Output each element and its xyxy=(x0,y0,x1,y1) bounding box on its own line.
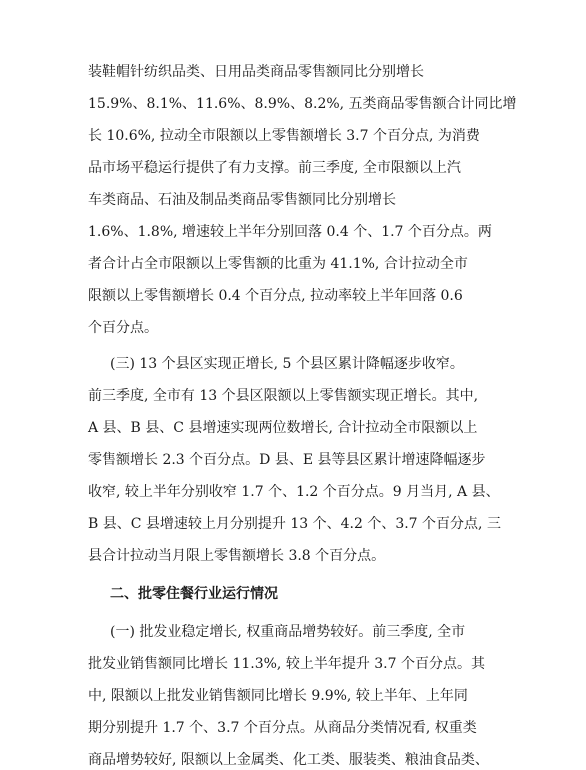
paragraph-line: 县合计拉动当月限上零售额增长 3.8 个百分点。 xyxy=(88,548,386,564)
paragraph-line: A 县、B 县、C 县增速实现两位数增长, 合计拉动全市限额以上 xyxy=(88,420,478,436)
paragraph-line: 批发业销售额同比增长 11.3%, 较上半年提升 3.7 个百分点。其 xyxy=(88,656,485,672)
body-text xyxy=(88,62,517,768)
paragraph-line: 品市场平稳运行提供了有力支撑。前三季度, 全市限额以上汽 xyxy=(88,160,461,176)
paragraph-line: 1.6%、1.8%, 增速较上半年分别回落 0.4 个、1.7 个百分点。两 xyxy=(88,224,492,240)
paragraph-line: 车类商品、石油及制品类商品零售额同比分别增长 xyxy=(88,192,396,208)
paragraph-line: 个百分点。 xyxy=(88,320,158,336)
section-paragraph-start: (一) 批发业稳定增长, 权重商品增势较好。前三季度, 全市 xyxy=(110,624,466,640)
section-paragraph-start: (三) 13 个县区实现正增长, 5 个县区累计降幅逐步收窄。 xyxy=(110,356,464,372)
paragraph-line: 商品增势较好, 限额以上金属类、化工类、服装类、粮油食品类、 xyxy=(88,752,489,768)
paragraph-line: 15.9%、8.1%、11.6%、8.9%、8.2%, 五类商品零售额合计同比增 xyxy=(88,96,517,112)
paragraph-line: 者合计占全市限额以上零售额的比重为 41.1%, 合计拉动全市 xyxy=(88,256,468,272)
paragraph-line: 装鞋帽针纺织品类、日用品类商品零售额同比分别增长 xyxy=(88,64,424,80)
paragraph-line: 零售额增长 2.3 个百分点。D 县、E 县等县区累计增速降幅逐步 xyxy=(88,452,486,468)
section-heading: 二、批零住餐行业运行情况 xyxy=(110,586,278,602)
paragraph-line: 长 10.6%, 拉动全市限额以上零售额增长 3.7 个百分点, 为消费 xyxy=(88,128,480,144)
paragraph-line: B 县、C 县增速较上月分别提升 13 个、4.2 个、3.7 个百分点, 三 xyxy=(88,516,501,532)
paragraph-line: 收窄, 较上半年分别收窄 1.7 个、1.2 个百分点。9 月当月, A 县、 xyxy=(88,484,500,500)
paragraph-line: 期分别提升 1.7 个、3.7 个百分点。从商品分类情况看, 权重类 xyxy=(88,720,477,736)
paragraph-line: 限额以上零售额增长 0.4 个百分点, 拉动率较上半年回落 0.6 xyxy=(88,288,463,304)
paragraph-line: 前三季度, 全市有 13 个县区限额以上零售额实现正增长。其中, xyxy=(88,388,479,404)
paragraph-line: 中, 限额以上批发业销售额同比增长 9.9%, 较上半年、上年同 xyxy=(88,688,468,704)
